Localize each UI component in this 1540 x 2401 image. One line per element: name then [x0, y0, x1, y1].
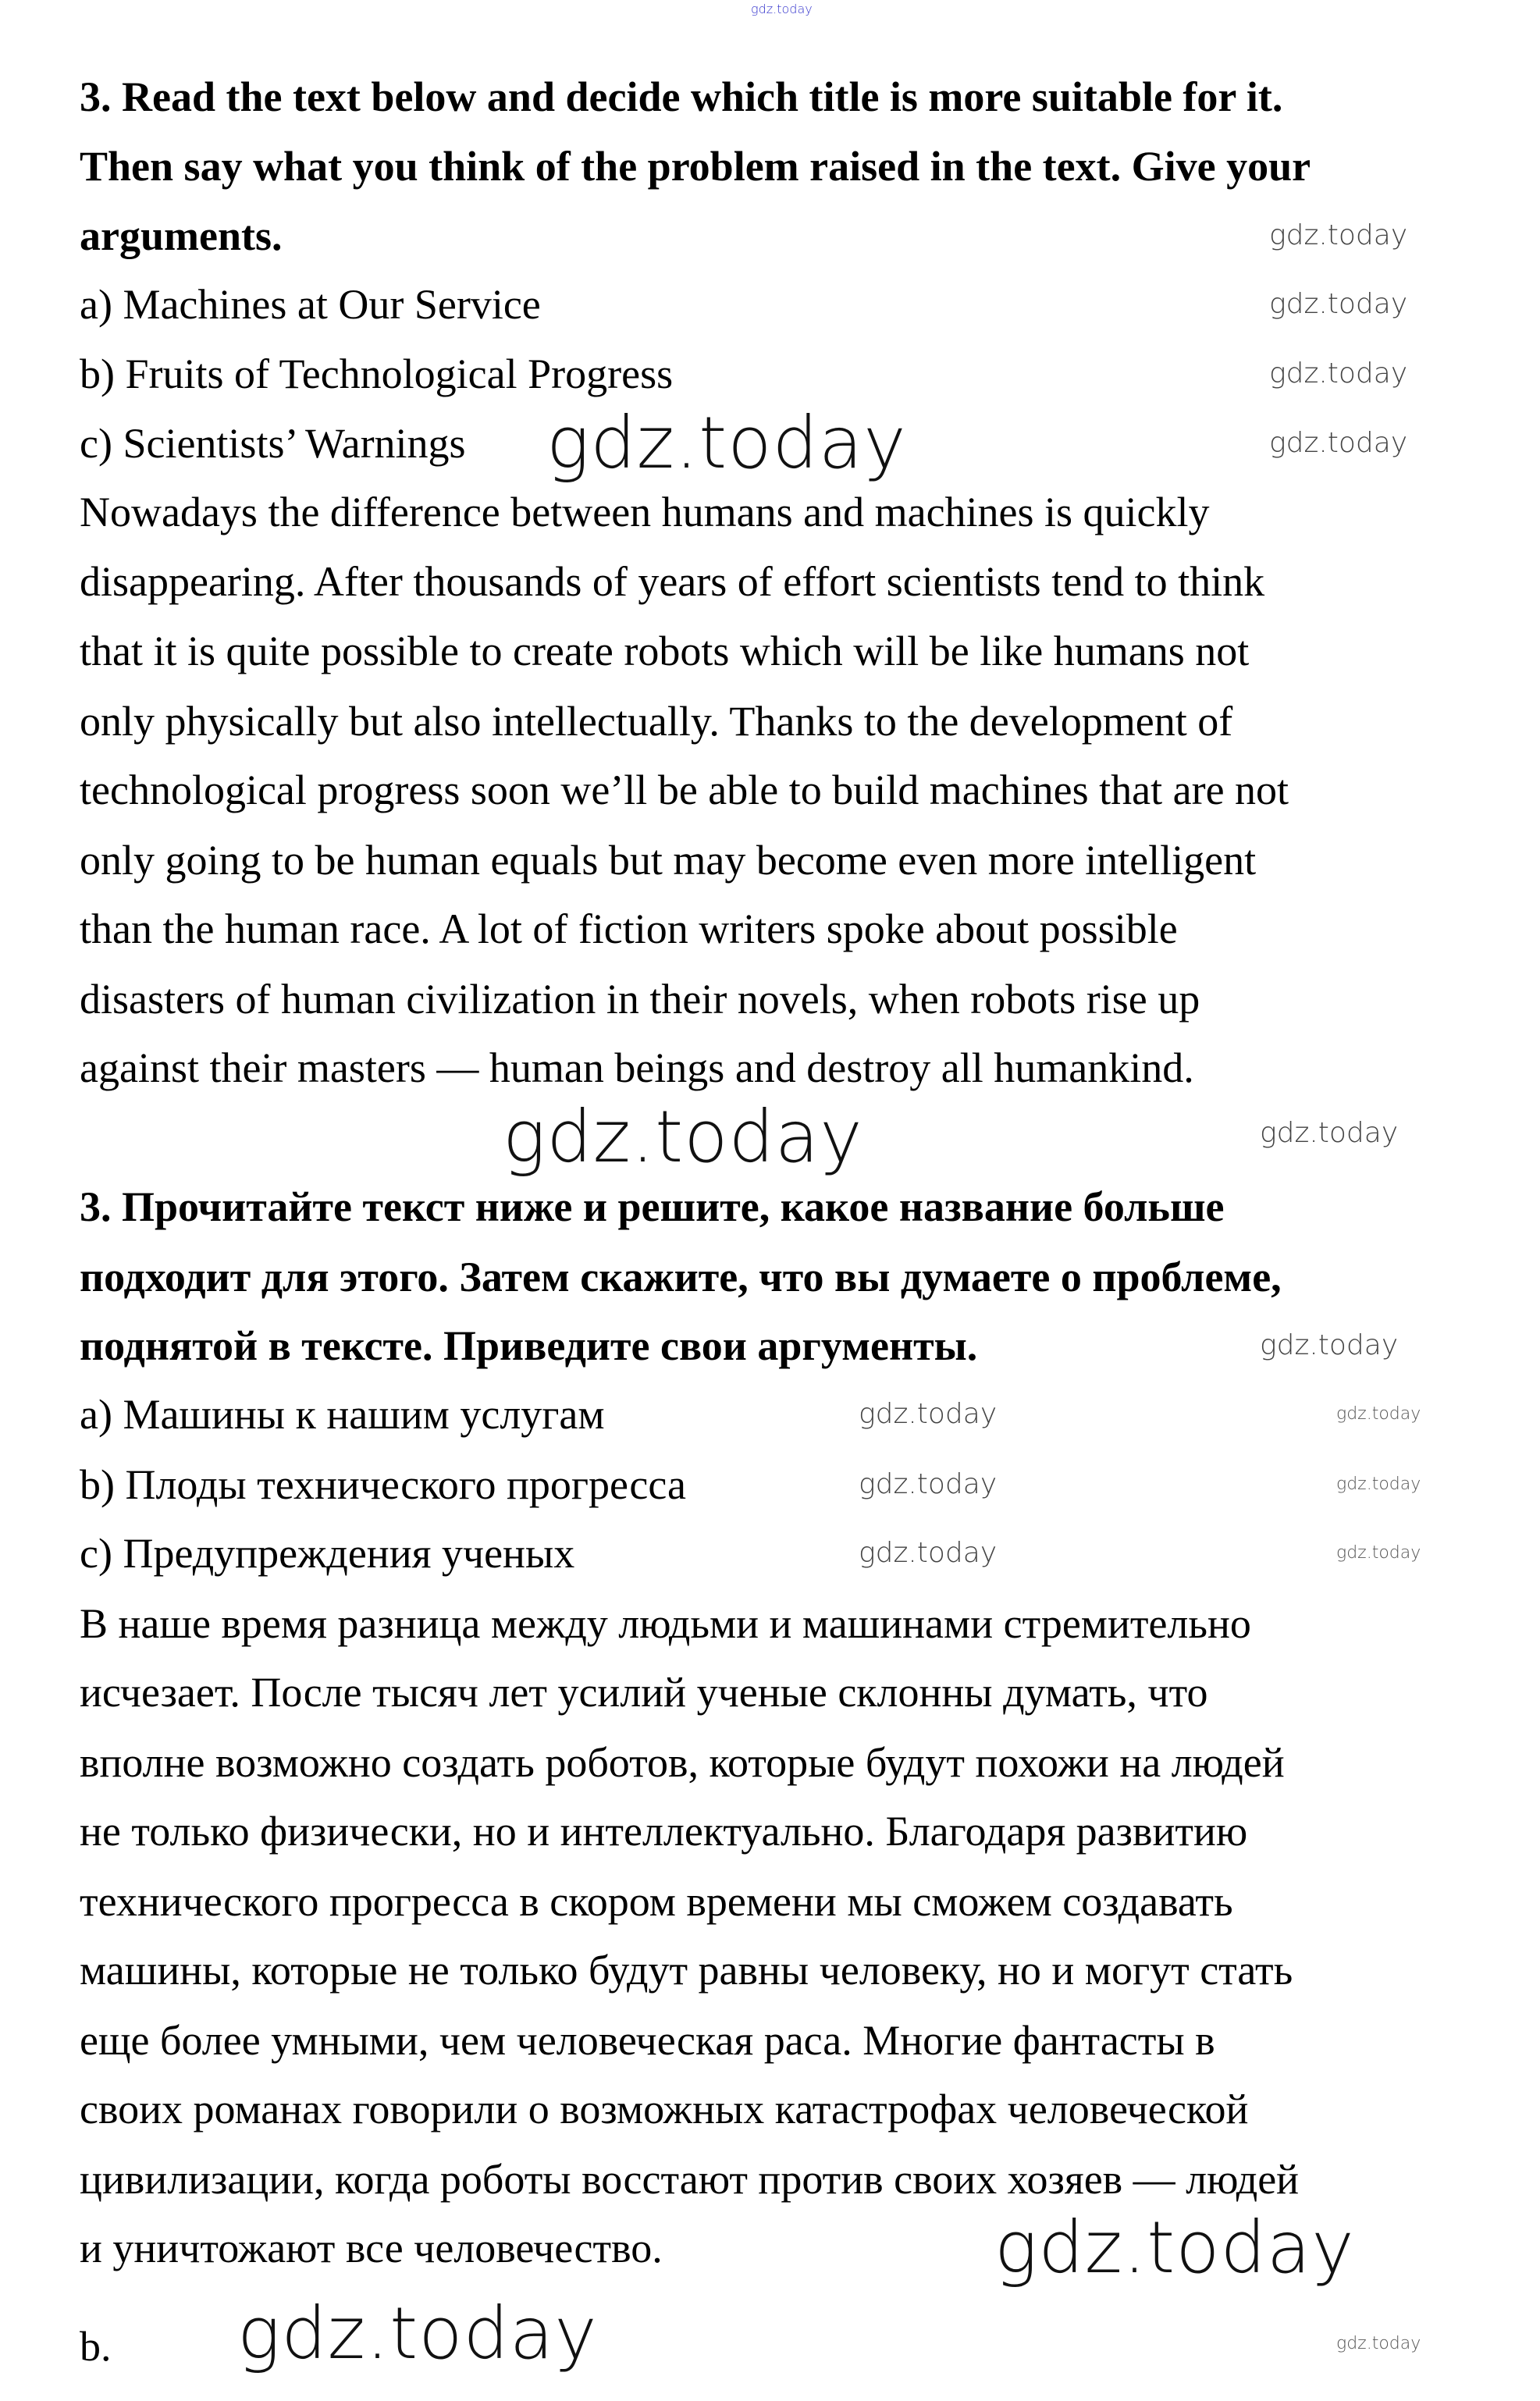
task-heading-ru: подходит для этого. Затем скажите, что вы думаете о проблеме, [80, 1254, 1282, 1300]
watermark: gdz.today [1269, 357, 1408, 389]
text-line-en: disasters of human civilization in their novels, when robots rise up [80, 976, 1200, 1023]
watermark: gdz.today [1269, 288, 1408, 320]
watermark: gdz.today [503, 1095, 863, 1179]
watermark: gdz.today [237, 2292, 598, 2375]
watermark: gdz.today [1269, 427, 1408, 459]
text-line-en: disappearing. After thousands of years of effort scientists tend to think [80, 558, 1265, 605]
watermark: gdz.today [1260, 1117, 1399, 1149]
text-line-ru: вполне возможно создать роботов, которые будут похожи на людей [80, 1739, 1285, 1786]
text-line-ru: своих романах говорили о возможных катастрофах человеческой [80, 2086, 1249, 2132]
option-ru: b) Плоды технического прогресса [80, 1461, 686, 1508]
text-line-ru: машины, которые не только будут равны человеку, но и могут стать [80, 1947, 1293, 1994]
text-line-ru: исчезает. После тысяч лет усилий ученые склонны думать, что [80, 1669, 1208, 1716]
watermark: gdz.today [859, 1537, 998, 1569]
task-heading-en: arguments. [80, 212, 283, 259]
option-ru: c) Предупреждения ученых [80, 1530, 575, 1577]
option-en: b) Fruits of Technological Progress [80, 350, 674, 397]
text-line-ru: цивилизации, когда роботы восстают против своих хозяев — людей [80, 2156, 1300, 2203]
text-line-en: technological progress soon we’ll be able to build machines that are not [80, 767, 1289, 813]
watermark: gdz.today [751, 2, 813, 16]
watermark: gdz.today [994, 2206, 1355, 2289]
watermark: gdz.today [1336, 1543, 1421, 1563]
option-en: c) Scientists’ Warnings [80, 420, 466, 467]
task-heading-en: Then say what you think of the problem raised in the text. Give your [80, 143, 1311, 190]
footer-label: b. [80, 2323, 112, 2370]
text-line-ru: не только физически, но и интеллектуально. Благодаря развитию [80, 1808, 1248, 1855]
task-heading-ru: 3. Прочитайте текст ниже и решите, какое название больше [80, 1183, 1225, 1230]
text-line-en: than the human race. A lot of fiction writers spoke about possible [80, 905, 1178, 952]
text-line-ru: В наше время разница между людьми и машинами стремительно [80, 1600, 1251, 1647]
task-heading-ru: поднятой в тексте. Приведите свои аргументы. [80, 1322, 978, 1369]
watermark: gdz.today [859, 1468, 998, 1500]
text-line-ru: и уничтожают все человечество. [80, 2225, 663, 2271]
watermark: gdz.today [1336, 1404, 1421, 1424]
watermark: gdz.today [859, 1398, 998, 1430]
text-line-en: only going to be human equals but may become even more intelligent [80, 837, 1257, 884]
watermark: gdz.today [1336, 2334, 1421, 2353]
option-en: a) Machines at Our Service [80, 281, 541, 328]
task-heading-en: 3. Read the text below and decide which title is more suitable for it. [80, 73, 1283, 120]
watermark: gdz.today [1336, 1474, 1421, 1494]
option-ru: a) Машины к нашим услугам [80, 1391, 605, 1438]
text-line-en: that it is quite possible to create robots which will be like humans not [80, 628, 1250, 674]
text-line-ru: еще более умными, чем человеческая раса. Многие фантасты в [80, 2017, 1215, 2064]
watermark: gdz.today [546, 401, 907, 485]
text-line-en: Nowadays the difference between humans and machines is quickly [80, 489, 1210, 535]
text-line-en: only physically but also intellectually. Thanks to the development of [80, 698, 1233, 745]
text-line-en: against their masters — human beings and destroy all humankind. [80, 1044, 1194, 1091]
text-line-ru: технического прогресса в скором времени мы сможем создавать [80, 1878, 1233, 1925]
watermark: gdz.today [1269, 219, 1408, 251]
watermark: gdz.today [1260, 1329, 1399, 1361]
